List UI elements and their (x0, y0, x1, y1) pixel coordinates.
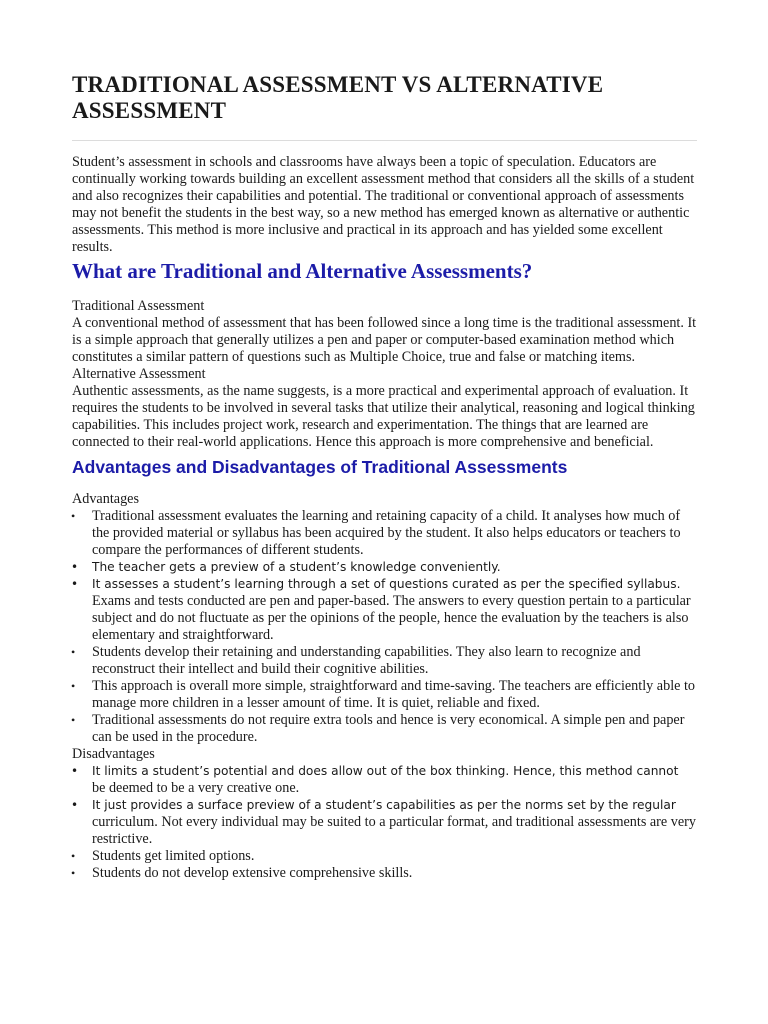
traditional-assessment-text: A conventional method of assessment that has been followed since a long time is the traditional assessment. It is a simple approach that generally utilizes a pen and paper or computer-based examination method which constitutes a similar pattern of questions such as Multiple Choice, true and false or matching items. (72, 315, 697, 365)
section1-heading: What are Traditional and Alternative Assessments? (72, 259, 533, 283)
list-item-continuation: be deemed to be a very creative one. (92, 780, 300, 796)
list-item: • It just provides a surface preview of a student’s capabilities as per the norms set by the regular (71, 798, 676, 812)
bullet-icon: • (71, 577, 79, 591)
list-item: • Students get limited options. (71, 848, 255, 864)
bullet-icon: • (71, 764, 79, 778)
title-divider (72, 140, 697, 141)
list-item: • The teacher gets a preview of a student’s knowledge conveniently. (71, 560, 501, 574)
bullet-icon: • (71, 849, 76, 863)
list-item: • Students do not develop extensive comprehensive skills. (71, 865, 413, 881)
bullet-icon: • (71, 866, 76, 880)
intro-paragraph: Student’s assessment in schools and classrooms have always been a topic of speculation. Educators are continually working towards building an excellent assessment method that considers all the skills of a student and also recognizes their capabilities and potential. The traditional or conventional approach of assessments may not benefit the students in the best way, so a new method has emerged known as alternative or authentic assessments. This method is more inclusive and practical in its approach and has yielded some excellent results. (72, 154, 695, 255)
section2-heading: Advantages and Disadvantages of Traditional Assessments (72, 457, 568, 477)
list-item: • It limits a student’s potential and does allow out of the box thinking. Hence, this method cannot (71, 764, 679, 778)
bullet-icon: • (71, 560, 79, 574)
advantages-label: Advantages (72, 491, 139, 507)
traditional-assessment-label: Traditional Assessment (72, 298, 205, 314)
document-page (72, 72, 700, 882)
advantages-list (72, 508, 700, 746)
bullet-icon: • (71, 509, 76, 523)
list-item: • It assesses a student’s learning through a set of questions curated as per the specified syllabus. (71, 577, 681, 591)
list-item: • This approach is overall more simple, straightforward and time-saving. The teachers are efficiently able to manage more children in a lesser amount of time. It is quiet, reliable and fixed. (71, 678, 696, 711)
disadvantages-label: Disadvantages (72, 746, 155, 762)
alternative-assessment-label: Alternative Assessment (72, 366, 206, 382)
bullet-icon: • (71, 798, 79, 812)
list-item-continuation: curriculum. Not every individual may be suited to a particular format, and traditional assessments are very restrictive. (92, 814, 696, 847)
disadvantages-list (72, 763, 700, 882)
list-item: • Traditional assessment evaluates the learning and retaining capacity of a child. It analyses how much of the provided material or syllabus has been acquired by the student. It also helps educators or teachers to compare the performances of different students. (71, 508, 681, 558)
list-item: • Traditional assessments do not require extra tools and hence is very economical. A simple pen and paper can be used in the procedure. (71, 712, 685, 745)
document-title: TRADITIONAL ASSESSMENT VS ALTERNATIVE ASSESSMENT (72, 72, 604, 123)
bullet-icon: • (71, 679, 76, 693)
list-item-continuation: Exams and tests conducted are pen and paper-based. The answers to every question pertain to a particular subject and do not fluctuate as per the opinions of the people, hence the evaluation by the teachers is also elementary and straightforward. (92, 593, 691, 643)
bullet-icon: • (71, 645, 76, 659)
list-item: • Students develop their retaining and understanding capabilities. They also learn to recognize and reconstruct their intellect and build their cognitive abilities. (71, 644, 641, 677)
bullet-icon: • (71, 713, 76, 727)
alternative-assessment-text: Authentic assessments, as the name suggests, is a more practical and experimental approach of evaluation. It requires the students to be involved in several tasks that utilize their analytical, reasoning and logical thinking capabilities. This includes project work, research and experimentation. The things that are learned are connected to their real-world applications. Hence this approach is more comprehensive and beneficial. (72, 383, 695, 450)
